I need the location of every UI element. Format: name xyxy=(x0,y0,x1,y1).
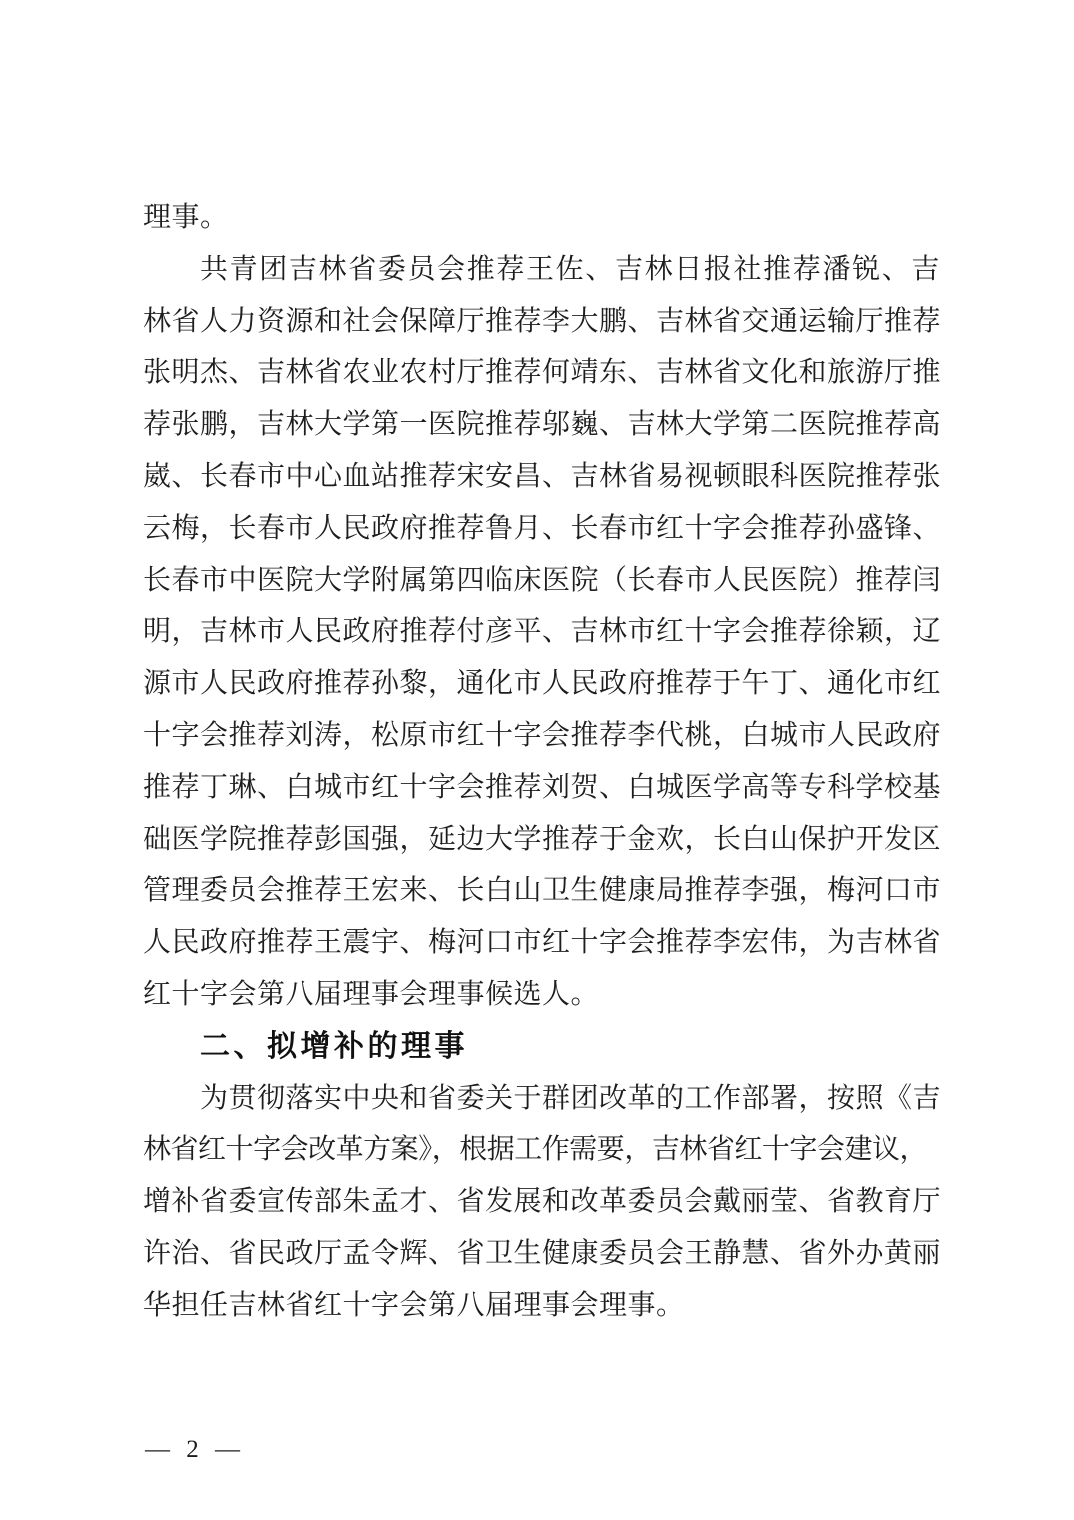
paragraph xyxy=(143,192,941,244)
text-line: 础医学院推荐彭国强，延边大学推荐于金欢，长白山保护开发区 xyxy=(143,823,942,855)
page-footer xyxy=(145,1430,245,1470)
text-line: 长春市中医院大学附属第四临床医院（长春市人民医院）推荐闫 xyxy=(143,564,942,596)
text-line: 共青团吉林省委员会推荐王佐、吉林日报社推荐潘锐、吉 xyxy=(200,253,942,285)
text-line: 为贯彻落实中央和省委关于群团改革的工作部署，按照《吉 xyxy=(200,1082,942,1114)
text-line: 十字会推荐刘涛，松原市红十字会推荐李代桃，白城市人民政府 xyxy=(143,719,942,751)
text-line: 源市人民政府推荐孙黎，通化市人民政府推荐于午丁、通化市红 xyxy=(143,668,942,700)
text-line: 林省红十字会改革方案》，根据工作需要，吉林省红十字会建议， xyxy=(143,1134,928,1166)
text-line: 管理委员会推荐王宏来、长白山卫生健康局推荐李强，梅河口市 xyxy=(143,875,942,907)
text-line: 红十字会第八届理事会理事候选人。 xyxy=(143,978,600,1010)
text-line: 张明杰、吉林省农业农村厅推荐何靖东、吉林省文化和旅游厅推 xyxy=(143,357,942,389)
text-line: 华担任吉林省红十字会第八届理事会理事。 xyxy=(143,1289,685,1321)
text-line: 云梅，长春市人民政府推荐鲁月、长春市红十字会推荐孙盛锋、 xyxy=(143,512,942,544)
section-heading: 二、拟增补的理事 xyxy=(200,1029,468,1063)
page-number: — 2 — xyxy=(145,1436,245,1463)
text-line: 崴、长春市中心血站推荐宋安昌、吉林省易视顿眼科医院推荐张 xyxy=(143,460,942,492)
text-line: 人民政府推荐王震宇、梅河口市红十字会推荐李宏伟，为吉林省 xyxy=(143,927,942,959)
text-line: 明，吉林市人民政府推荐付彦平、吉林市红十字会推荐徐颖，辽 xyxy=(143,616,942,648)
text-line: 荐张鹏，吉林大学第一医院推荐邬巍、吉林大学第二医院推荐高 xyxy=(143,409,942,441)
text-line: 推荐丁琳、白城市红十字会推荐刘贺、白城医学高等专科学校基 xyxy=(143,771,942,803)
paragraph xyxy=(143,1073,941,1332)
document-body xyxy=(143,192,941,1332)
text-line: 林省人力资源和社会保障厅推荐李大鹏、吉林省交通运输厅推荐 xyxy=(143,305,942,337)
text-line: 理事。 xyxy=(143,202,229,233)
text-line: 增补省委宣传部朱孟才、省发展和改革委员会戴丽莹、省教育厅 xyxy=(143,1186,942,1218)
paragraph xyxy=(143,244,941,1021)
text-line: 许治、省民政厅孟令辉、省卫生健康委员会王静慧、省外办黄丽 xyxy=(143,1237,942,1269)
